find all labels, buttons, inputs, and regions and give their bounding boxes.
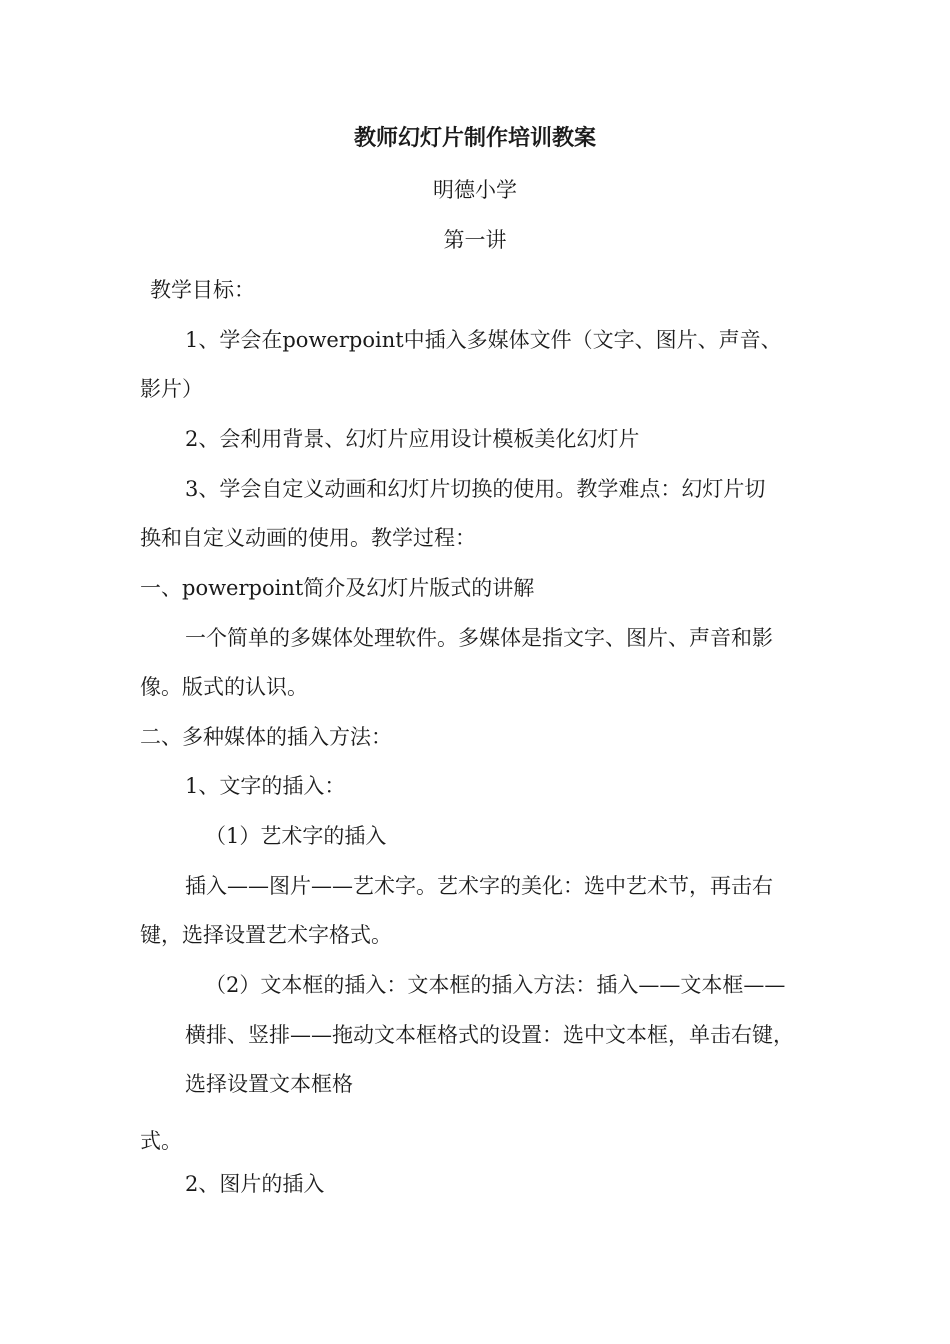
section-1-paragraph-line1: 一个简单的多媒体处理软件。多媒体是指文字、图片、声音和影 <box>185 626 773 650</box>
item-text-insert: 1、文字的插入： <box>185 774 346 798</box>
document-title: 教师幻灯片制作培训教案 <box>353 126 596 151</box>
wordart-paragraph-line1: 插入——图片——艺术字。艺术字的美化：选中艺术节，再击右 <box>185 874 773 898</box>
objective-2: 2、会利用背景、幻灯片应用设计模板美化幻灯片 <box>185 427 640 451</box>
objective-3-line2: 换和自定义动画的使用。教学过程： <box>140 526 476 550</box>
objective-1-line2: 影片） <box>140 377 203 401</box>
sub-textbox-line4: 式。 <box>140 1129 182 1153</box>
lecture-heading: 第一讲 <box>443 228 507 252</box>
sub-textbox-line2: 横排、竖排——拖动文本框格式的设置：选中文本框，单击右键， <box>185 1023 794 1047</box>
objective-1-line1: 1、学会在powerpoint中插入多媒体文件（文字、图片、声音、 <box>185 328 782 352</box>
objectives-heading: 教学目标： <box>150 278 255 302</box>
section-2-heading: 二、多种媒体的插入方法： <box>140 725 392 749</box>
item-image-insert: 2、图片的插入 <box>185 1172 325 1196</box>
objective-3-line1: 3、学会自定义动画和幻灯片切换的使用。教学难点：幻灯片切 <box>185 477 766 501</box>
section-1-paragraph-line2: 像。版式的认识。 <box>140 675 308 699</box>
wordart-paragraph-line2: 键，选择设置艺术字格式。 <box>140 923 392 947</box>
sub-textbox-line3: 选择设置文本框格 <box>185 1072 353 1096</box>
section-1-heading: 一、powerpoint简介及幻灯片版式的讲解 <box>140 576 535 600</box>
sub-textbox-line1: （2）文本框的插入：文本框的插入方法：插入——文本框—— <box>205 973 786 997</box>
sub-wordart-heading: （1）艺术字的插入 <box>205 824 387 848</box>
school-name: 明德小学 <box>433 178 517 202</box>
